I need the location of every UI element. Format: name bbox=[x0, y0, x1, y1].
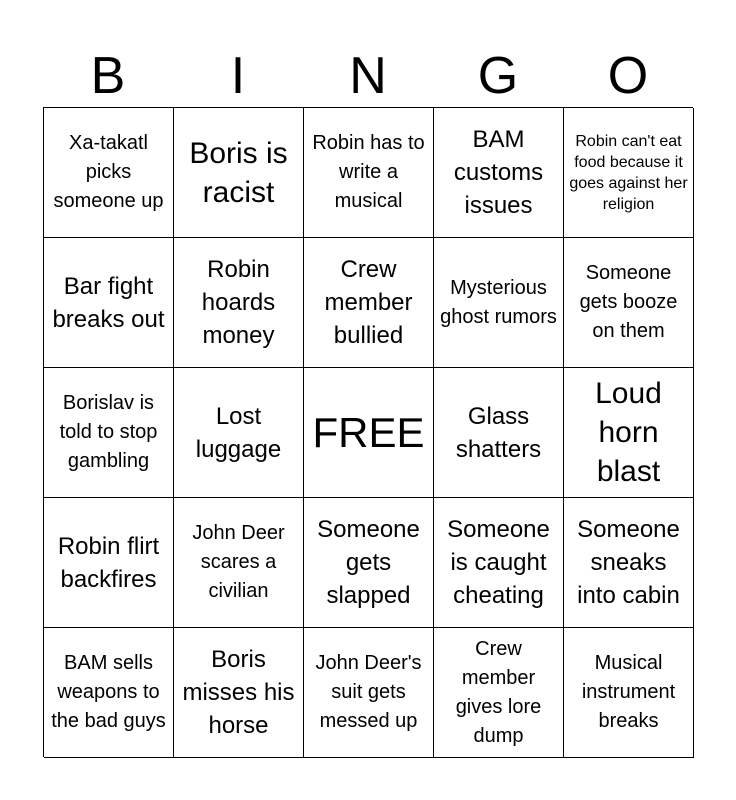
bingo-cell-text: Mysterious ghost rumors bbox=[440, 276, 557, 328]
bingo-cell-text: Lost luggage bbox=[195, 402, 282, 463]
bingo-cell-text: Borislav is told to stop gambling bbox=[59, 392, 158, 472]
bingo-cell[interactable] bbox=[174, 368, 304, 498]
bingo-cell[interactable] bbox=[564, 628, 694, 758]
bingo-cell-text: Robin has to write a musical bbox=[312, 132, 425, 212]
bingo-cell-text: Loud horn blast bbox=[595, 377, 662, 488]
bingo-cell-text: Crew member gives lore dump bbox=[455, 637, 542, 747]
bingo-cell-text: Robin flirt backfires bbox=[57, 532, 160, 593]
header-letter-i: I bbox=[230, 47, 246, 105]
bingo-cell[interactable] bbox=[304, 108, 434, 238]
bingo-cell[interactable] bbox=[434, 238, 564, 368]
bingo-cell[interactable] bbox=[174, 498, 304, 628]
bingo-cell[interactable] bbox=[174, 238, 304, 368]
bingo-cell[interactable] bbox=[564, 368, 694, 498]
bingo-cell-text: FREE bbox=[312, 408, 425, 456]
bingo-cell-text: Crew member bullied bbox=[324, 256, 413, 349]
header-letter-o: O bbox=[607, 47, 649, 105]
bingo-cell[interactable] bbox=[44, 628, 174, 758]
bingo-cell[interactable] bbox=[44, 238, 174, 368]
bingo-cell-text: Someone gets booze on them bbox=[579, 262, 678, 342]
bingo-cell[interactable] bbox=[304, 238, 434, 368]
bingo-cell[interactable] bbox=[564, 498, 694, 628]
bingo-cell[interactable] bbox=[304, 498, 434, 628]
bingo-cell[interactable] bbox=[564, 108, 694, 238]
bingo-cell[interactable] bbox=[44, 498, 174, 628]
bingo-cell[interactable] bbox=[304, 628, 434, 758]
bingo-board bbox=[43, 107, 693, 757]
bingo-cell-text: Xa-takatl picks someone up bbox=[53, 132, 164, 212]
bingo-cell[interactable] bbox=[434, 628, 564, 758]
bingo-cell[interactable] bbox=[174, 628, 304, 758]
bingo-cell-text: Someone sneaks into cabin bbox=[577, 516, 680, 609]
bingo-cell[interactable] bbox=[434, 108, 564, 238]
header-letter-b: B bbox=[90, 47, 126, 105]
bingo-free-cell[interactable] bbox=[304, 368, 434, 498]
bingo-cell-text: Musical instrument breaks bbox=[581, 652, 676, 732]
bingo-cell-text: Boris misses his horse bbox=[182, 646, 295, 739]
header-letter-n: N bbox=[349, 47, 387, 105]
bingo-cell[interactable] bbox=[44, 108, 174, 238]
bingo-cell-text: John Deer scares a civilian bbox=[192, 522, 285, 602]
bingo-cell[interactable] bbox=[44, 368, 174, 498]
bingo-cell[interactable] bbox=[434, 498, 564, 628]
bingo-header bbox=[43, 48, 693, 104]
bingo-cell-text: Robin can't eat food because it goes against her religion bbox=[569, 132, 688, 213]
bingo-cell-text: BAM customs issues bbox=[453, 126, 544, 219]
bingo-cell-text: Glass shatters bbox=[455, 402, 542, 463]
bingo-cell[interactable] bbox=[564, 238, 694, 368]
bingo-cell-text: BAM sells weapons to the bad guys bbox=[51, 652, 166, 732]
bingo-cell-text: Someone is caught cheating bbox=[447, 516, 550, 609]
bingo-cell-text: Robin hoards money bbox=[201, 256, 276, 349]
bingo-cell[interactable] bbox=[174, 108, 304, 238]
bingo-cell-text: Someone gets slapped bbox=[317, 516, 420, 609]
bingo-cell[interactable] bbox=[434, 368, 564, 498]
bingo-cell-text: John Deer's suit gets messed up bbox=[315, 652, 422, 732]
header-letter-g: G bbox=[477, 47, 519, 105]
bingo-cell-text: Bar fight breaks out bbox=[52, 272, 165, 333]
bingo-cell-text: Boris is racist bbox=[189, 136, 288, 209]
